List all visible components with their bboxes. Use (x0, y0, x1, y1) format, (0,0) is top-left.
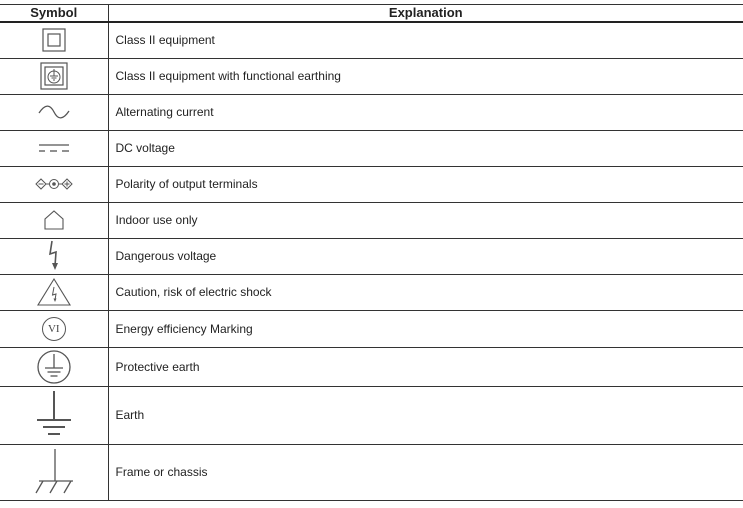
table-row (0, 444, 743, 500)
explanation-cell: Energy efficiency Marking (108, 310, 743, 347)
frame-chassis-icon (33, 448, 75, 496)
explanation-cell: Dangerous voltage (108, 238, 743, 274)
dangerous-voltage-icon (47, 240, 61, 272)
table-row (0, 130, 743, 166)
table-row (0, 386, 743, 444)
explanation-cell: DC voltage (108, 130, 743, 166)
explanation-cell: Caution, risk of electric shock (108, 274, 743, 310)
class-ii-functional-earth-icon (40, 62, 68, 90)
explanation-cell: Protective earth (108, 347, 743, 386)
table-row (0, 94, 743, 130)
table-row (0, 202, 743, 238)
explanation-cell: Earth (108, 386, 743, 444)
output-polarity-icon (34, 177, 74, 191)
symbol-column-header: Symbol (0, 5, 108, 23)
explanation-cell: Class II equipment (108, 22, 743, 58)
energy-efficiency-vi-icon: VI (42, 317, 66, 341)
alternating-current-icon (37, 104, 71, 120)
explanation-cell: Frame or chassis (108, 444, 743, 500)
table-row (0, 166, 743, 202)
header-row (0, 5, 743, 23)
dc-voltage-icon (37, 141, 71, 155)
explanation-cell: Class II equipment with functional earthing (108, 58, 743, 94)
table-row (0, 58, 743, 94)
class-ii-equipment-icon (42, 28, 66, 52)
indoor-use-icon (43, 210, 65, 230)
table-row (0, 274, 743, 310)
explanation-cell: Indoor use only (108, 202, 743, 238)
table-row (0, 22, 743, 58)
explanation-column-header: Explanation (108, 5, 743, 23)
protective-earth-icon (36, 349, 72, 385)
table-row (0, 238, 743, 274)
explanation-cell: Alternating current (108, 94, 743, 130)
symbols-table (0, 4, 743, 501)
table-row (0, 347, 743, 386)
explanation-cell: Polarity of output terminals (108, 166, 743, 202)
table-row (0, 310, 743, 347)
electric-shock-warning-icon (36, 277, 72, 307)
earth-icon (34, 390, 74, 440)
